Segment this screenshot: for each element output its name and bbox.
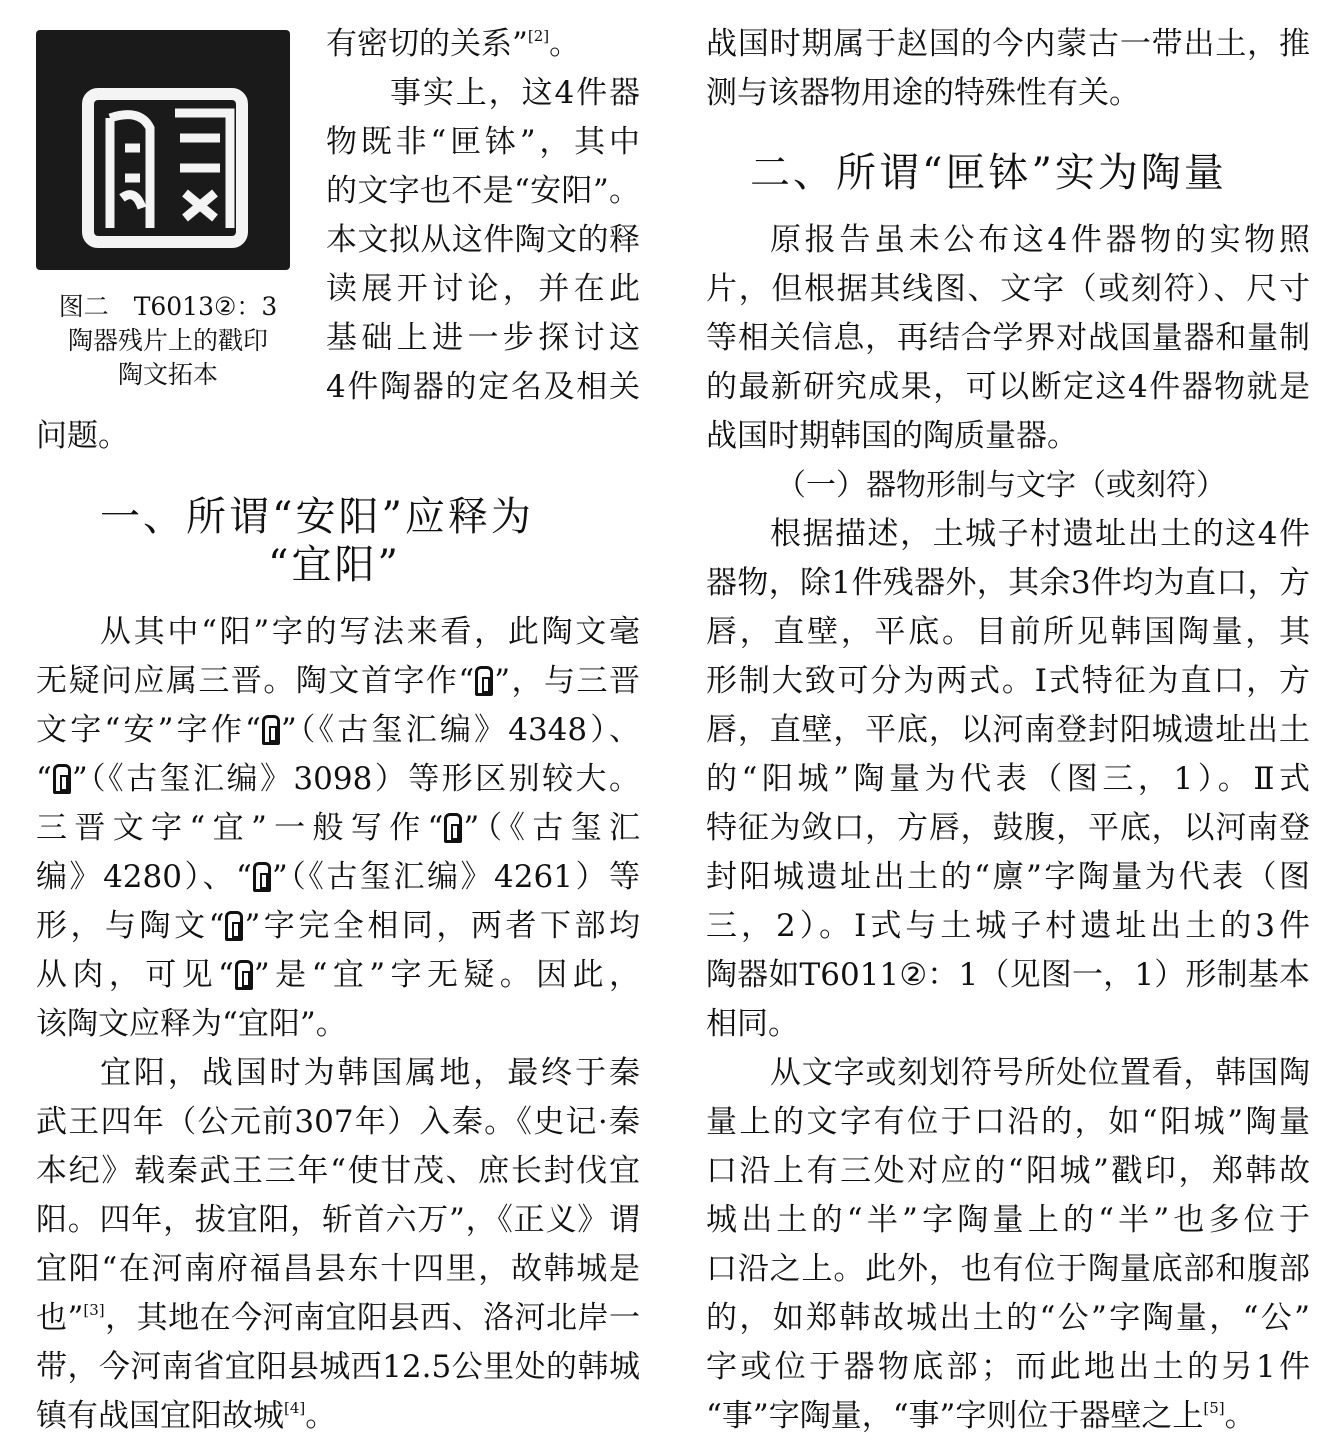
text-line: 形制大致可分为两式。Ⅰ式特征为直口，方 xyxy=(706,663,1310,699)
text-line: 原报告虽未公布这4件器物的实物照 xyxy=(770,222,1310,258)
text-line: 编》4280）、“ ”（《古玺汇编》4261）等 xyxy=(36,859,640,895)
citation-ref: [2] xyxy=(527,27,550,45)
text-line: 从文字或刻划符号所处位置看，韩国陶 xyxy=(770,1055,1310,1091)
text-line: 三晋文字“宜”一般写作“ ”（《古玺汇 xyxy=(36,810,640,846)
text-line: 无疑问应属三晋。陶文首字作“ ”，与三晋 xyxy=(36,663,640,699)
left-column xyxy=(36,0,640,1443)
ancient-glyph-icon xyxy=(262,715,280,745)
text-line: “事”字陶量，“事”字则位于器壁之上[5]。 xyxy=(706,1398,1256,1434)
citation-ref: [4] xyxy=(284,1399,306,1417)
text-line: 陶器如T6011②：1（见图一，1）形制基本 xyxy=(706,957,1310,993)
text-line: 带，今河南省宜阳县城西12.5公里处的韩城 xyxy=(36,1349,640,1385)
text-line: 问题。 xyxy=(36,418,129,454)
text-line: 的文字也不是“安阳”。 xyxy=(326,173,640,209)
figure-caption-line: 图二 T6013②：3 xyxy=(58,292,278,321)
citation-ref: [3] xyxy=(83,1301,105,1319)
subsection-1-title: （一）器物形制与文字（或刻符） xyxy=(776,468,1226,503)
text-line: 根据描述，土城子村遗址出土的这4件 xyxy=(770,516,1310,552)
text-line: 战国时期属于赵国的今内蒙古一带出土，推 xyxy=(706,26,1310,62)
section-1-title-line-2: “宜阳” xyxy=(268,542,401,588)
text-line: 特征为敛口，方唇，鼓腹，平底，以河南登 xyxy=(706,810,1310,846)
section-1-title-line-1: 一、所谓“安阳”应释为 xyxy=(100,494,534,540)
ancient-glyph-icon xyxy=(444,813,462,843)
text-line: 唇，直壁，平底。目前所见韩国陶量，其 xyxy=(706,614,1310,650)
text-line: 的“阳城”陶量为代表（图三，1）。Ⅱ式 xyxy=(706,761,1310,797)
ancient-glyph-icon xyxy=(235,960,253,990)
text-line: 武王四年（公元前307年）入秦。《史记·秦 xyxy=(36,1104,640,1140)
text-line: 从肉，可见“ ”是“宜”字无疑。因此， xyxy=(36,957,640,993)
text-line: 口沿之上。此外，也有位于陶量底部和腹部 xyxy=(706,1251,1310,1287)
text-line: 等相关信息，再结合学界对战国量器和量制 xyxy=(706,320,1310,356)
text-line: 该陶文应释为“宜阳”。 xyxy=(36,1006,347,1042)
text-line: 形，与陶文“ ”字完全相同，两者下部均 xyxy=(36,908,640,944)
text-line: 也”[3]，其地在今河南宜阳县西、洛河北岸一 xyxy=(36,1300,640,1336)
text-line: 城出土的“半”字陶量上的“半”也多位于 xyxy=(706,1202,1310,1238)
text-line: 文字“安”字作“ ”（《古玺汇编》4348）、 xyxy=(36,712,640,748)
ancient-glyph-icon xyxy=(475,666,493,696)
text-line: 片，但根据其线图、文字（或刻符）、尺寸 xyxy=(706,271,1310,307)
ancient-glyph-icon xyxy=(53,764,71,794)
text-line: 镇有战国宜阳故城[4]。 xyxy=(36,1398,337,1434)
text-line: 唇，直壁，平底，以河南登封阳城遗址出土 xyxy=(706,712,1310,748)
text-line: 封阳城遗址出土的“廪”字陶量为代表（图 xyxy=(706,859,1310,895)
citation-ref: [5] xyxy=(1203,1399,1225,1417)
text-line: 宜阳，战国时为韩国属地，最终于秦 xyxy=(100,1055,640,1091)
text-line: 从其中“阳”字的写法来看，此陶文毫 xyxy=(100,614,640,650)
text-line: 事实上，这4件器 xyxy=(390,75,640,111)
text-line: 有密切的关系”[2]。 xyxy=(326,26,581,62)
text-line: 战国时期韩国的陶质量器。 xyxy=(706,418,1078,454)
text-line: 的，如郑韩故城出土的“公”字陶量，“公” xyxy=(706,1300,1310,1336)
text-line: 口沿上有三处对应的“阳城”戳印，郑韩故 xyxy=(706,1153,1310,1189)
figure-caption-line: 陶文拓本 xyxy=(117,360,218,389)
text-line: 4件陶器的定名及相关 xyxy=(326,369,640,405)
text-line: 物既非“匣钵”，其中 xyxy=(326,124,640,160)
text-line: 本纪》载秦武王三年“使甘茂、庶长封伐宜 xyxy=(36,1153,640,1189)
text-line: 基础上进一步探讨这 xyxy=(326,320,640,356)
text-line: 器物，除1件残器外，其余3件均为直口，方 xyxy=(706,565,1310,601)
text-line: 宜阳“在河南府福昌县东十四里，故韩城是 xyxy=(36,1251,640,1287)
ancient-glyph-icon xyxy=(225,911,243,941)
figure-caption-line: 陶器残片上的戳印 xyxy=(67,326,268,355)
text-line: 字或位于器物底部；而此地出土的另1件 xyxy=(706,1349,1310,1385)
text-line: 量上的文字有位于口沿的，如“阳城”陶量 xyxy=(706,1104,1310,1140)
text-line: 的最新研究成果，可以断定这4件器物就是 xyxy=(706,369,1310,405)
text-line: 读展开讨论，并在此 xyxy=(326,271,640,307)
text-line: 本文拟从这件陶文的释 xyxy=(326,222,640,258)
text-line: 相同。 xyxy=(706,1006,799,1042)
ancient-glyph-icon xyxy=(253,862,271,892)
text-line: 测与该器物用途的特殊性有关。 xyxy=(706,75,1140,111)
right-column xyxy=(706,0,1310,1443)
text-line: 三，2）。Ⅰ式与土城子村遗址出土的3件 xyxy=(706,908,1310,944)
text-line: “ ”（《古玺汇编》3098）等形区别较大。 xyxy=(36,761,640,797)
text-line: 阳。四年，拔宜阳，斩首六万”，《正义》谓 xyxy=(36,1202,640,1238)
section-2-title: 二、所谓“匣钵”实为陶量 xyxy=(750,150,1227,196)
